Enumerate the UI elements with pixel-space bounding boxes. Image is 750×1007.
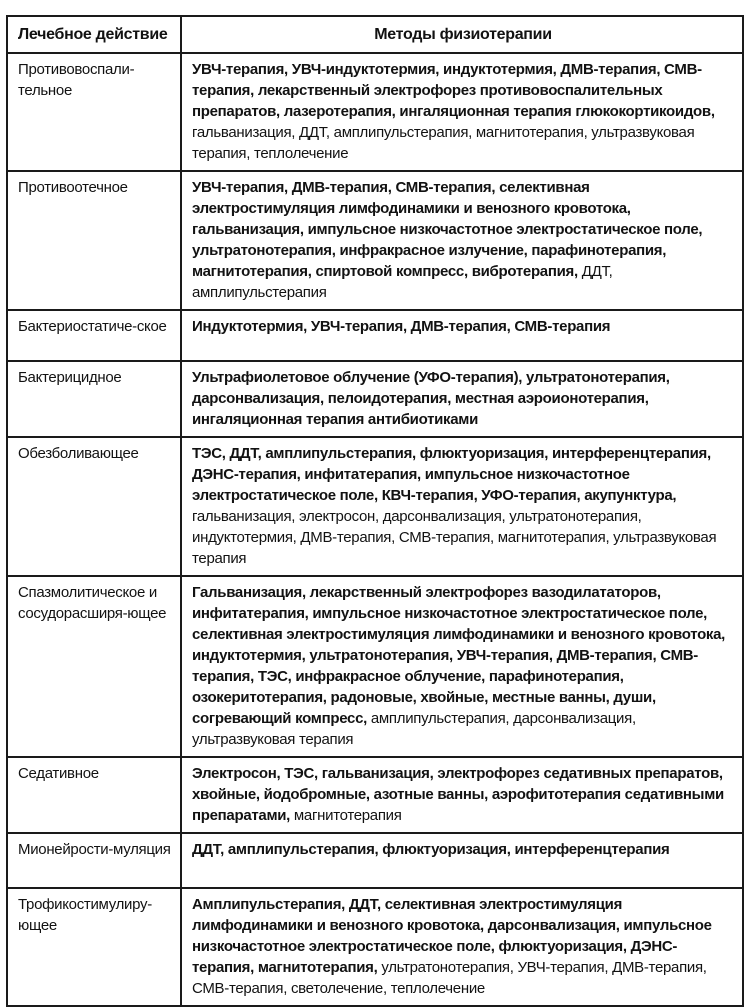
action-cell: Бактериостатиче-ское [7,310,181,361]
table-row [7,437,743,576]
methods-regular-text: гальванизация, электросон, дарсонвализация, ультратонотерапия, индуктотермия, ДМВ-терапия, СМВ-терапия, магнитотерапия, ультразвуковая терапия [192,508,717,567]
table-row [7,888,743,1006]
table-row [7,53,743,171]
methods-cell [181,888,743,1006]
methods-regular-text: гальванизация, ДДТ, амплипульстерапия, магнитотерапия, ультразвуковая терапия, теплолечение [192,124,695,162]
methods-cell [181,437,743,576]
methods-bold-text: УВЧ-терапия, ДМВ-терапия, СМВ-терапия, селективная электростимуляция лимфодинамики и венозного кровотока, гальванизация, импульсное низкочастотное электростатическое поле, ультратонотерапия, инфракрасное излучение, парафинотерапия, магнитотерапия, спиртовой компресс, вибротерапия, [192,179,703,280]
methods-bold-text: ДДТ, амплипульстерапия, флюктуоризация, интерференцтерапия [192,841,670,858]
methods-regular-text: ДДТ, амплипульстерапия [192,263,613,301]
action-cell: Спазмолитическое и сосудорасширя-ющее [7,576,181,757]
action-cell: Обезболивающее [7,437,181,576]
action-cell: Трофикостимулиру-ющее [7,888,181,1006]
action-cell: Бактерицидное [7,361,181,437]
table-header-row [7,16,743,53]
table-row [7,310,743,361]
methods-bold-text: Ультрафиолетовое облучение (УФО-терапия), ультратонотерапия, дарсонвализация, пелоидотерапия, местная аэроионотерапия, ингаляционная терапия антибиотиками [192,369,670,428]
methods-bold-text: ТЭС, ДДТ, амплипульстерапия, флюктуоризация, интерференцтерапия, ДЭНС-терапия, инфитатерапия, импульсное низкочастотное электростатическое поле, КВЧ-терапия, УФО-терапия, акупунктура, [192,445,711,504]
methods-cell [181,576,743,757]
action-cell: Мионейрости-муляция [7,833,181,888]
methods-cell [181,171,743,310]
table-row [7,171,743,310]
methods-regular-text: ультратонотерапия, УВЧ-терапия, ДМВ-терапия, СМВ-терапия, светолечение, теплолечение [192,959,707,997]
action-cell: Седативное [7,757,181,833]
methods-bold-text: Гальванизация, лекарственный электрофорез вазодилататоров, инфитатерапия, импульсное низкочастотное электростатическое поле, селективная электростимуляция лимфодинамики и венозного кровотока, индуктотермия, ультратонотерапия, УВЧ-терапия, ДМВ-терапия, СМВ-терапия, ТЭС, инфракрасное облучение, парафинотерапия, озокеритотерапия, радоновые, хвойные, местные ванны, души, согревающий компресс, [192,584,726,727]
methods-bold-text: УВЧ-терапия, УВЧ-индуктотермия, индуктотермия, ДМВ-терапия, СМВ-терапия, лекарственный электрофорез противовоспалительных препаратов, лазеротерапия, ингаляционная терапия глюкокортикоидов, [192,61,715,120]
methods-cell [181,310,743,361]
methods-cell [181,53,743,171]
methods-cell [181,361,743,437]
methods-bold-text: Индуктотермия, УВЧ-терапия, ДМВ-терапия, СМВ-терапия [192,318,611,335]
header-cell-action: Лечебное действие [7,16,181,53]
action-cell: Противоотечное [7,171,181,310]
methods-regular-text: амплипульстерапия, дарсонвализация, ультразвуковая терапия [192,710,636,748]
methods-bold-text: Амплипульстерапия, ДДТ, селективная электростимуляция лимфодинамики и венозного кровотока, дарсонвализация, импульсное низкочастотное электростатическое поле, флюктуоризация, ДЭНС-терапия, магнитотерапия, [192,896,712,976]
methods-bold-text: Электросон, ТЭС, гальванизация, электрофорез седативных препаратов, хвойные, йодобромные, азотные ванны, аэрофитотерапия седативными препаратами, [192,765,724,824]
table-row [7,833,743,888]
methods-cell [181,833,743,888]
table-row [7,576,743,757]
methods-cell [181,757,743,833]
table-row [7,757,743,833]
physiotherapy-table [6,15,744,1007]
table-row [7,361,743,437]
methods-regular-text: магнитотерапия [290,807,402,824]
action-cell: Противовоспали-тельное [7,53,181,171]
header-cell-methods: Методы физиотерапии [181,16,743,53]
